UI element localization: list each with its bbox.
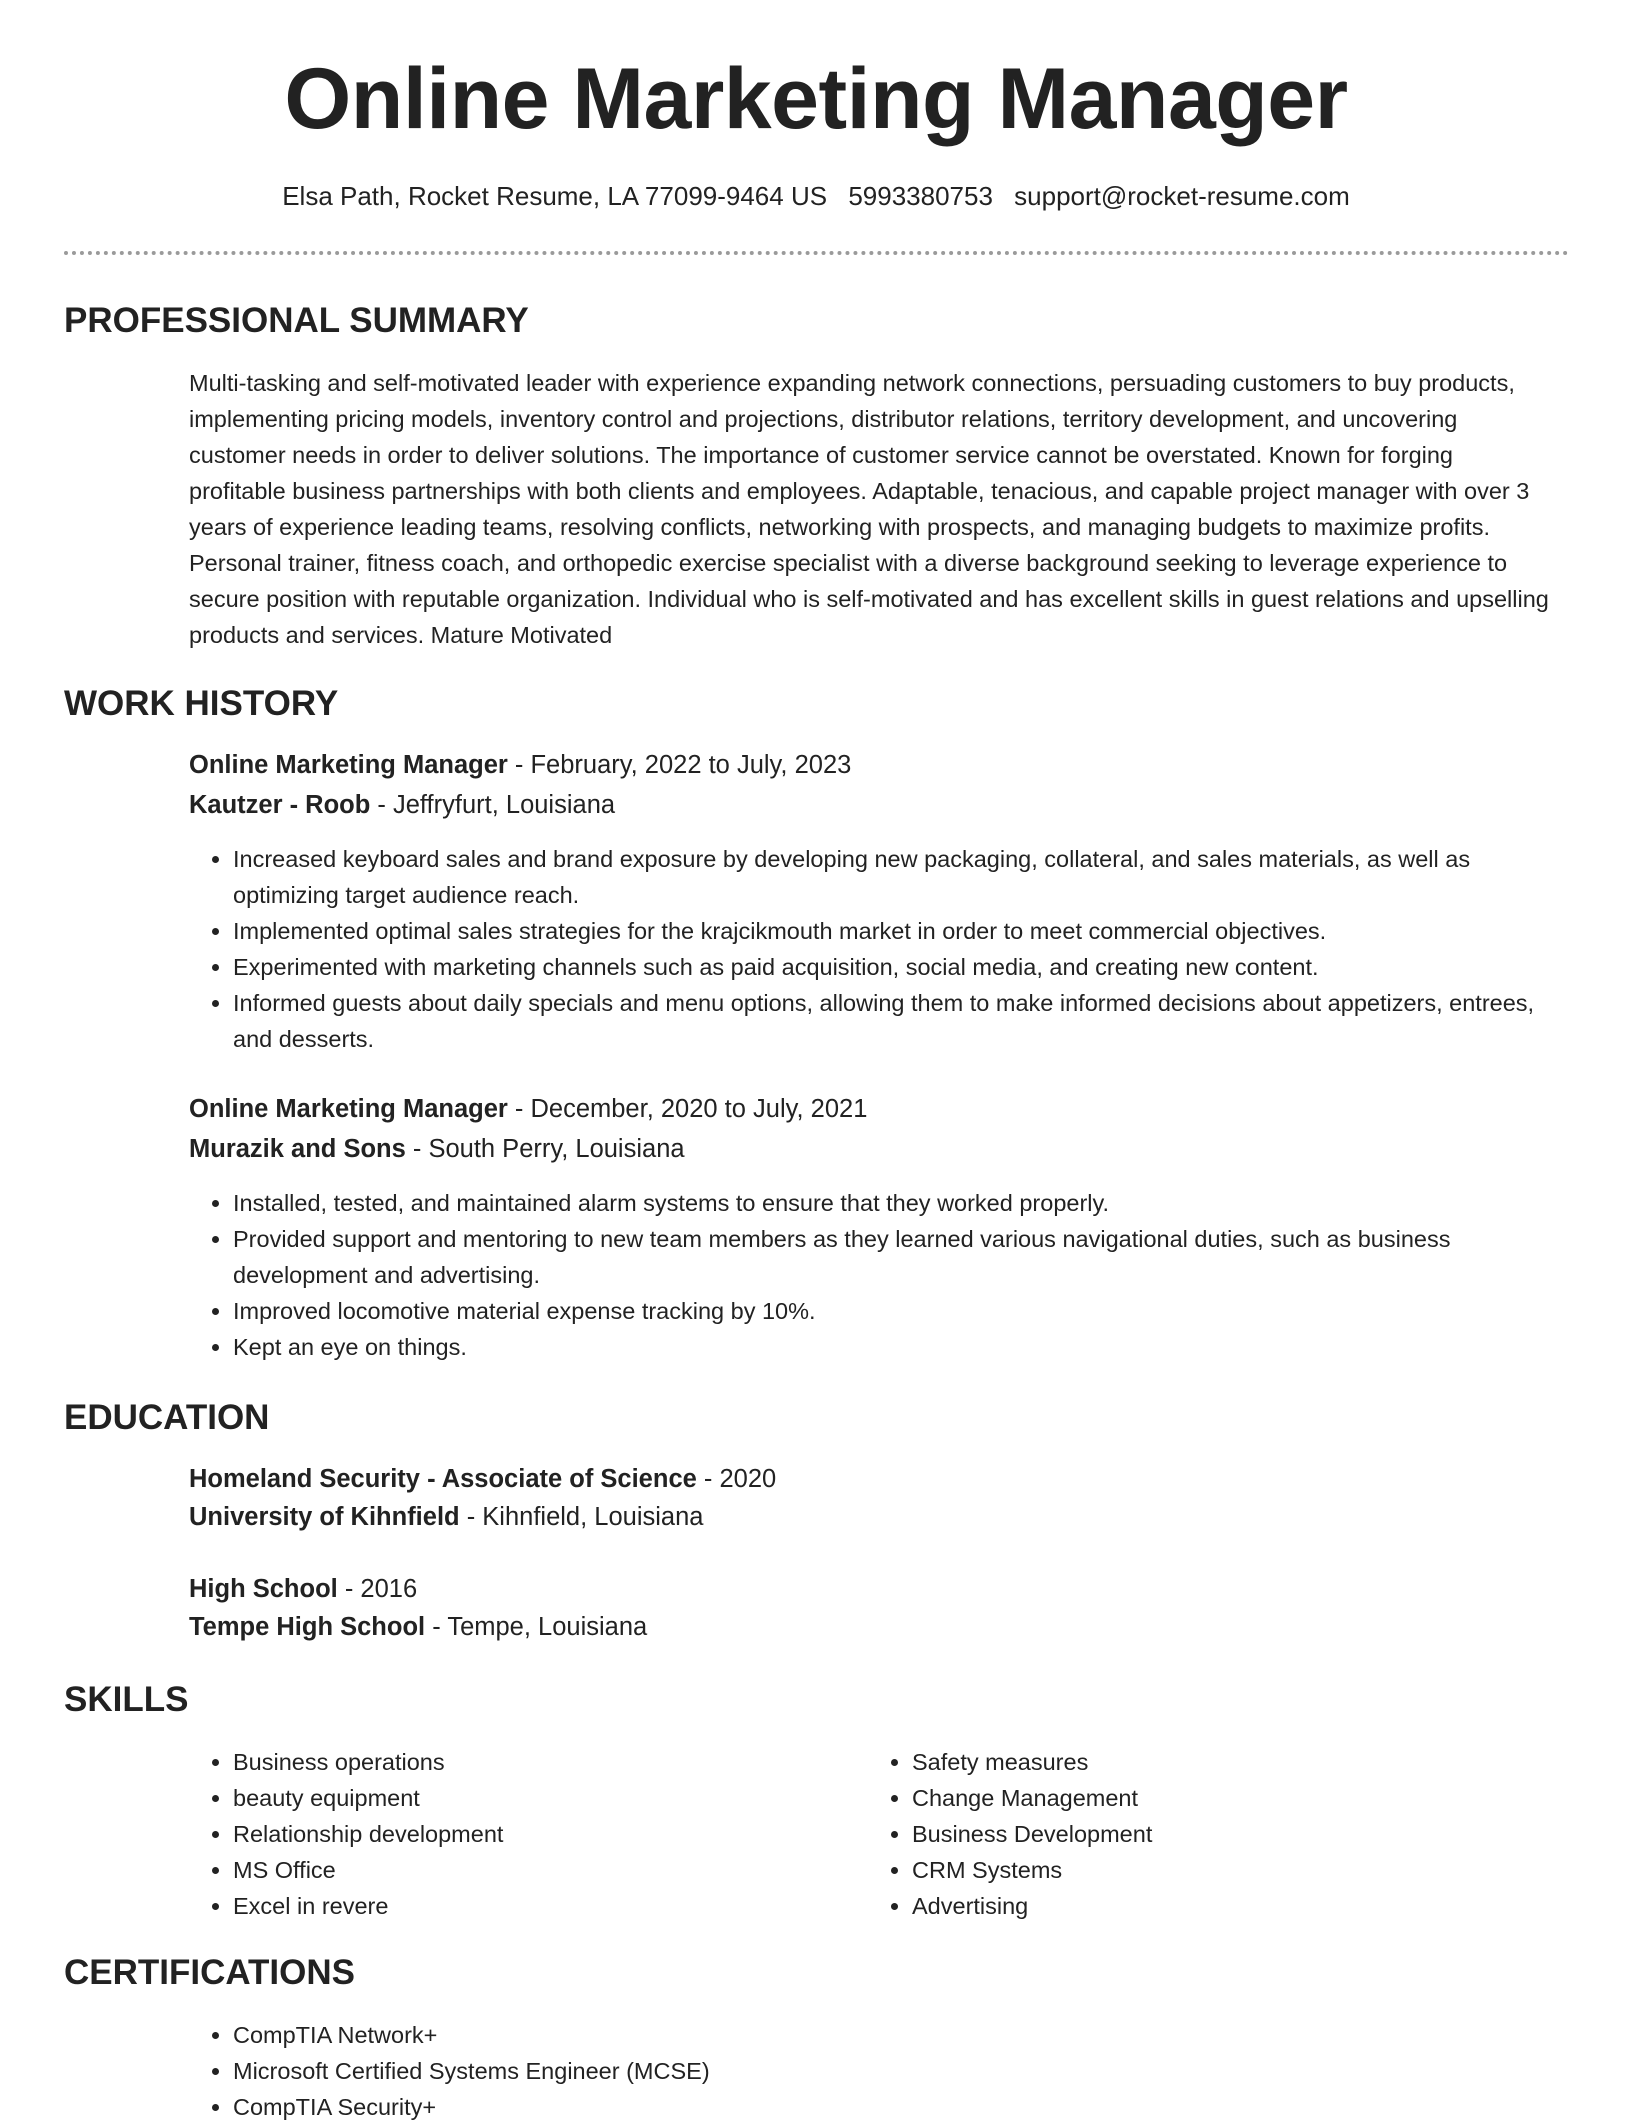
- skills-list-right: [868, 1744, 1468, 1924]
- list-item: • Experimented with marketing channels such as paid acquisition, social media, and creating new content.: [233, 949, 1554, 985]
- section-title-work: WORK HISTORY: [64, 684, 339, 723]
- contact-address: Elsa Path, Rocket Resume, LA 77099-9464 US: [282, 181, 828, 211]
- skill-item: • Change Management: [912, 1780, 1468, 1816]
- work-2-location: - South Perry, Louisiana: [405, 1135, 685, 1163]
- skills-list-left: [189, 1744, 789, 1924]
- education-1-degree-line: [189, 1465, 776, 1494]
- resume-title: Online Marketing Manager: [284, 51, 1348, 147]
- certifications-list: [189, 2017, 1089, 2125]
- education-1-degree: Homeland Security - Associate of Science: [189, 1465, 697, 1493]
- skill-item: • Relationship development: [233, 1816, 789, 1852]
- section-title-summary: PROFESSIONAL SUMMARY: [64, 301, 529, 340]
- education-1-school: University of Kihnfield: [189, 1503, 460, 1531]
- work-1-bullets: [189, 841, 1554, 1057]
- work-1-company: Kautzer - Roob: [189, 791, 371, 819]
- skill-item: • MS Office: [233, 1852, 789, 1888]
- education-2-location: - Tempe, Louisiana: [425, 1613, 648, 1641]
- work-1-role-line: [189, 751, 851, 780]
- contact-email: support@rocket-resume.com: [1014, 181, 1350, 211]
- work-2-role: Online Marketing Manager: [189, 1095, 508, 1123]
- education-2-year: - 2016: [337, 1575, 418, 1603]
- work-2-company: Murazik and Sons: [189, 1135, 406, 1163]
- work-1-dates: - February, 2022 to July, 2023: [507, 751, 852, 779]
- list-item: • Installed, tested, and maintained alarm systems to ensure that they worked properly.: [233, 1185, 1554, 1221]
- education-2-school-line: [189, 1613, 647, 1642]
- header-divider: [64, 251, 1569, 255]
- section-title-skills: SKILLS: [64, 1680, 189, 1719]
- work-1-location: - Jeffryfurt, Louisiana: [370, 791, 616, 819]
- list-item: • Increased keyboard sales and brand exposure by developing new packaging, collateral, and sales materials, as well as optimizing target audience reach.: [233, 841, 1554, 913]
- list-item: • Implemented optimal sales strategies for the krajcikmouth market in order to meet commercial objectives.: [233, 913, 1554, 949]
- work-2-bullets: [189, 1185, 1554, 1365]
- skill-item: • beauty equipment: [233, 1780, 789, 1816]
- certification-item: • CompTIA Network+: [233, 2017, 1089, 2053]
- education-2-degree-line: [189, 1575, 417, 1604]
- skill-item: • Advertising: [912, 1888, 1468, 1924]
- work-1-role: Online Marketing Manager: [189, 751, 508, 779]
- contact-phone: 5993380753: [848, 181, 993, 211]
- work-2-dates: - December, 2020 to July, 2021: [507, 1095, 868, 1123]
- contact-line: [0, 181, 1632, 212]
- education-1-location: - Kihnfield, Louisiana: [459, 1503, 704, 1531]
- work-1-company-line: [189, 791, 615, 820]
- list-item: • Informed guests about daily specials and menu options, allowing them to make informed decisions about appetizers, entrees, and desserts.: [233, 985, 1554, 1057]
- work-2-company-line: [189, 1135, 685, 1164]
- education-1-school-line: [189, 1503, 703, 1532]
- list-item: • Provided support and mentoring to new team members as they learned various navigational duties, such as business development and advertising.: [233, 1221, 1554, 1293]
- section-title-certifications: CERTIFICATIONS: [64, 1953, 356, 1992]
- skill-item: • Safety measures: [912, 1744, 1468, 1780]
- certification-item: • Microsoft Certified Systems Engineer (MCSE): [233, 2053, 1089, 2089]
- education-2-school: Tempe High School: [189, 1613, 426, 1641]
- work-2-role-line: [189, 1095, 867, 1124]
- education-2-degree: High School: [189, 1575, 338, 1603]
- summary-text: Multi-tasking and self-motivated leader with experience expanding network connections, persuading customers to buy products, implementing pricing models, inventory control and projections, distributor relations, territory development, and uncovering customer needs in order to deliver solutions. The importance of customer service cannot be overstated. Known for forging profitable business partnerships with both clients and employees. Adaptable, tenacious, and capable project manager with over 3 years of experience leading teams, resolving conflicts, networking with prospects, and managing budgets to maximize profits. Personal trainer, fitness coach, and orthopedic exercise specialist with a diverse background seeking to leverage experience to secure position with reputable organization. Individual who is self-motivated and has excellent skills in guest relations and upselling products and services. Mature Motivated: [189, 370, 1549, 648]
- skill-item: • Business Development: [912, 1816, 1468, 1852]
- skill-item: • CRM Systems: [912, 1852, 1468, 1888]
- certification-item: • CompTIA Security+: [233, 2089, 1089, 2125]
- list-item: • Improved locomotive material expense tracking by 10%.: [233, 1293, 1554, 1329]
- education-1-year: - 2020: [696, 1465, 777, 1493]
- skill-item: • Excel in revere: [233, 1888, 789, 1924]
- section-title-education: EDUCATION: [64, 1398, 270, 1437]
- list-item: • Kept an eye on things.: [233, 1329, 1554, 1365]
- skill-item: • Business operations: [233, 1744, 789, 1780]
